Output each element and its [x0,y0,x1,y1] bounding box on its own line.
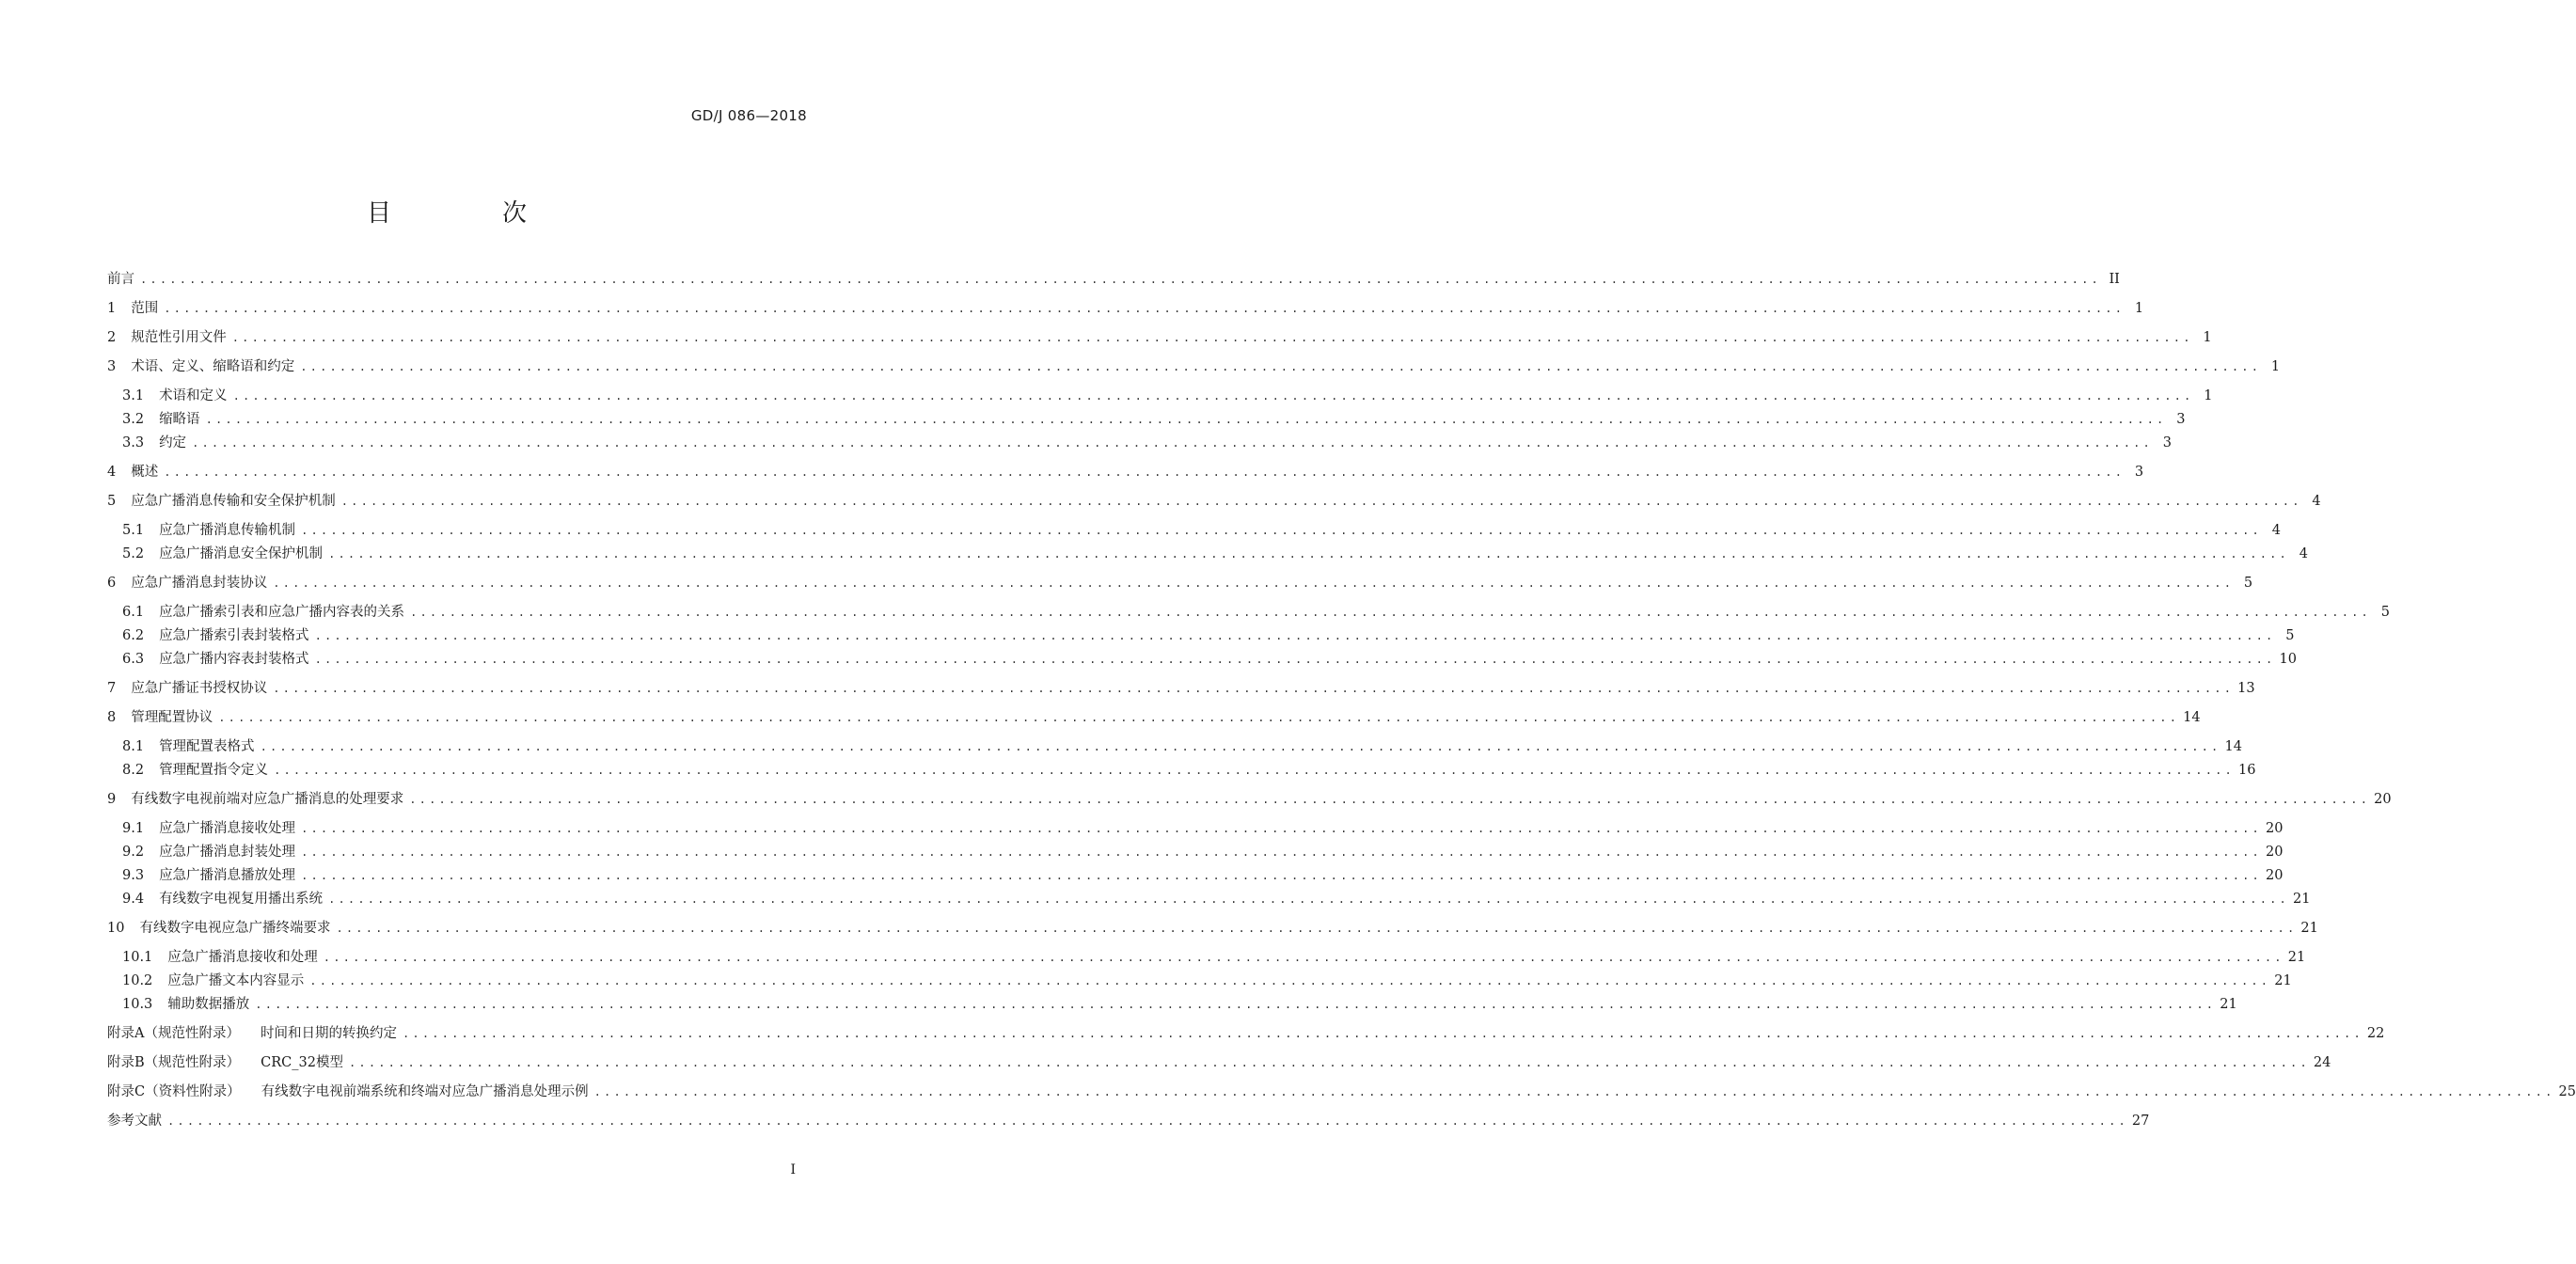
toc-entry-number: 附录A（规范性附录） [107,1026,240,1041]
toc-entry-label: 应急广播消息封装协议 [131,576,268,591]
dot-leader: ........................................................................................................................................................................................................ [164,466,2126,479]
toc-entry-page: 20 [2265,845,2284,860]
dot-leader: ........................................................................................................................................................................................................ [273,682,2235,695]
dot-leader: ........................................................................................................................................................................................................ [167,1114,2128,1128]
toc-entry-number: 10 [107,921,125,936]
toc-entry-label: 应急广播消息封装处理 [159,845,296,860]
toc-subentry[interactable] [122,736,2242,757]
toc-entry-number: 附录B（规范性附录） [107,1055,241,1070]
toc-entry[interactable] [107,462,2144,482]
dot-leader: ........................................................................................................................................................................................................ [336,922,2298,935]
dot-leader: ........................................................................................................................................................................................................ [255,998,2217,1011]
document-id: GD/J 086—2018 [690,107,807,124]
toc-subentry[interactable] [122,433,2172,453]
toc-entry-label: 应急广播消息安全保护机制 [159,546,324,561]
toc-subentry[interactable] [122,409,2186,430]
footer-page-number: I [790,1162,796,1177]
dot-leader: ........................................................................................................................................................................................................ [231,331,2193,344]
toc-entry-page: 20 [2374,792,2392,807]
toc-entry-page: 4 [2299,546,2308,561]
toc-entry-number: 5.1 [122,523,145,538]
toc-entry-label: 应急广播证书授权协议 [131,681,268,696]
dot-leader: ........................................................................................................................................................................................................ [409,793,2371,806]
toc-entry-number: 9.1 [122,821,145,836]
dot-leader: ........................................................................................................................................................................................................ [314,629,2276,642]
toc-entry-number: 4 [107,465,117,480]
toc-entry-number: 5 [107,494,117,509]
toc-entry-label: 管理配置指令定义 [159,763,269,778]
toc-subentry[interactable] [122,649,2297,670]
toc-entry-page: 3 [2134,465,2144,480]
toc-entry-label: CRC_32模型 [261,1055,343,1070]
dot-leader: ........................................................................................................................................................................................................ [340,495,2302,508]
toc-entry-page: 25 [2558,1084,2576,1099]
toc-entry[interactable] [107,678,2255,699]
toc-subentry[interactable] [122,520,2281,541]
toc-entry-label: 前言 [107,272,134,287]
toc-entry-label: 应急广播消息接收处理 [159,821,296,836]
dot-leader: ........................................................................................................................................................................................................ [260,740,2221,753]
toc-entry[interactable] [107,1023,2385,1044]
toc-entry-label: 应急广播消息播放处理 [159,868,296,883]
toc-entry[interactable] [107,269,2120,290]
toc-subentry[interactable] [122,386,2213,406]
toc-subentry[interactable] [122,760,2256,781]
toc-entry-page: 27 [2131,1114,2150,1129]
toc-subentry[interactable] [122,544,2308,564]
toc-entry-number: 8.1 [122,739,145,754]
toc-entry-label: 有线数字电视前端对应急广播消息的处理要求 [131,792,404,807]
dot-leader: ........................................................................................................................................................................................................ [309,974,2271,988]
toc-entry-page: 5 [2380,605,2390,620]
dot-leader: ........................................................................................................................................................................................................ [593,1085,2555,1098]
toc-entry-number: 6.1 [122,605,145,620]
toc-entry-page: 1 [2270,359,2281,374]
toc-entry-page: 14 [2183,710,2201,725]
toc-entry-page: 21 [2274,973,2292,988]
dot-leader: ........................................................................................................................................................................................................ [314,653,2276,666]
toc-entry-label: 应急广播索引表封装格式 [159,628,309,643]
toc-entry-page: 16 [2237,763,2256,778]
toc-entry-label: 有线数字电视应急广播终端要求 [139,921,331,936]
toc-entry-page: 24 [2313,1055,2331,1070]
toc-subentry[interactable] [122,865,2284,886]
toc-entry-page: 20 [2265,821,2284,836]
toc-entry-number: 7 [107,681,117,696]
toc-entry-number: 10.3 [122,997,153,1012]
dot-leader: ........................................................................................................................................................................................................ [140,273,2101,286]
toc-entry-page: 21 [2287,950,2306,965]
toc-entry-label: 应急广播索引表和应急广播内容表的关系 [159,605,405,620]
toc-entry-number: 3 [107,359,117,374]
toc-entry-label: 辅助数据播放 [167,997,250,1012]
toc-entry-label: 应急广播内容表封装格式 [159,652,309,667]
toc-entry-number: 3.3 [122,435,145,450]
toc-entry[interactable] [107,573,2253,593]
dot-leader: ........................................................................................................................................................................................................ [301,822,2262,835]
toc-entry-page: 1 [2203,330,2212,345]
toc-entry-label: 管理配置表格式 [159,739,255,754]
toc-entry-label: 应急广播消息接收和处理 [167,950,318,965]
toc-entry-number: 8 [107,710,117,725]
toc-entry-number: 3.1 [122,388,145,403]
toc-entry-label: 概述 [131,465,159,480]
toc-entry-number: 9 [107,792,117,807]
toc-entry-label: 范围 [131,301,159,316]
toc-entry[interactable] [107,707,2201,728]
toc-subentry[interactable] [122,625,2295,646]
dot-leader: ........................................................................................................................................................................................................ [205,413,2167,426]
toc-entry-number: 9.2 [122,845,145,860]
toc-entry[interactable] [107,1111,2150,1131]
dot-leader: ........................................................................................................................................................................................................ [218,711,2180,724]
toc-entry-number: 2 [107,330,117,345]
toc-subentry[interactable] [122,602,2390,623]
toc-entry-page: 21 [2300,921,2318,936]
toc-entry-page: II [2109,272,2120,287]
toc-entry-label: 有线数字电视前端系统和终端对应急广播消息处理示例 [261,1084,589,1099]
dot-leader: ........................................................................................................................................................................................................ [274,764,2235,777]
toc-entry-label: 应急广播文本内容显示 [167,973,305,988]
toc-subentry[interactable] [122,889,2311,909]
dot-leader: ........................................................................................................................................................................................................ [273,577,2235,590]
toc-entry-page: 20 [2265,868,2284,883]
toc-entry-label: 术语和定义 [159,388,228,403]
dot-leader: ........................................................................................................................................................................................................ [301,524,2262,537]
toc-entry-page: 14 [2224,739,2242,754]
toc-entry-label: 约定 [159,435,187,450]
toc-entry-label: 术语、定义、缩略语和约定 [131,359,295,374]
toc-subentry[interactable] [122,818,2284,839]
toc-entry[interactable] [107,491,2321,512]
toc-entry[interactable] [107,298,2144,319]
toc-entry-page: 3 [2162,435,2172,450]
page-title: 目 次 [366,199,570,228]
toc-entry-number: 9.3 [122,868,145,883]
dot-leader: ........................................................................................................................................................................................................ [301,869,2262,882]
toc-entry[interactable] [107,789,2392,810]
toc-entry-number: 10.2 [122,973,153,988]
dot-leader: ........................................................................................................................................................................................................ [348,1056,2310,1069]
dot-leader: ........................................................................................................................................................................................................ [410,606,2371,619]
dot-leader: ........................................................................................................................................................................................................ [328,547,2289,561]
toc-subentry[interactable] [122,971,2292,991]
dot-leader: ........................................................................................................................................................................................................ [301,845,2262,859]
dot-leader: ........................................................................................................................................................................................................ [300,360,2262,373]
toc-entry-page: 5 [2243,576,2253,591]
toc-entry-page: 1 [2204,388,2213,403]
toc-entry-label: 管理配置协议 [131,710,213,725]
dot-leader: ........................................................................................................................................................................................................ [328,893,2289,906]
toc-entry-page: 4 [2271,523,2281,538]
toc-entry-page: 4 [2312,494,2321,509]
toc-entry-number: 1 [107,301,117,316]
toc-entry-label: 应急广播消息传输和安全保护机制 [131,494,336,509]
toc-entry-page: 1 [2134,301,2144,316]
toc-entry-number: 3.2 [122,412,145,427]
dot-leader: ........................................................................................................................................................................................................ [164,302,2126,315]
toc-entry-label: 参考文献 [107,1114,162,1129]
toc-subentry[interactable] [122,994,2237,1015]
toc-entry-number: 5.2 [122,546,145,561]
dot-leader: ........................................................................................................................................................................................................ [323,951,2284,964]
toc-entry-number: 6.2 [122,628,145,643]
toc-entry-page: 5 [2285,628,2295,643]
toc-entry[interactable] [107,327,2212,348]
toc-entry[interactable] [107,1082,2576,1102]
toc-entry-label: 时间和日期的转换约定 [260,1026,397,1041]
toc-entry-number: 8.2 [122,763,145,778]
toc-subentry[interactable] [122,947,2306,968]
toc-subentry[interactable] [122,842,2284,862]
toc-entry-label: 规范性引用文件 [131,330,227,345]
toc-entry-page: 13 [2237,681,2255,696]
toc-entry-label: 有线数字电视复用播出系统 [159,892,324,907]
dot-leader: ........................................................................................................................................................................................................ [232,389,2194,403]
toc-entry-label: 缩略语 [159,412,200,427]
toc-entry-number: 附录C（资料性附录） [107,1084,241,1099]
toc-entry-page: 3 [2176,412,2186,427]
dot-leader: ........................................................................................................................................................................................................ [402,1027,2363,1040]
dot-leader: ........................................................................................................................................................................................................ [192,436,2153,450]
toc-entry[interactable] [107,1052,2331,1073]
toc-entry-label: 应急广播消息传输机制 [159,523,296,538]
toc-entry-number: 9.4 [122,892,145,907]
toc-entry-page: 10 [2279,652,2297,667]
toc-entry-number: 10.1 [122,950,153,965]
toc-entry-number: 6.3 [122,652,145,667]
toc-entry[interactable] [107,356,2281,377]
toc-entry[interactable] [107,918,2318,939]
toc-entry-page: 22 [2366,1026,2385,1041]
toc-entry-page: 21 [2292,892,2311,907]
toc-entry-page: 21 [2220,997,2237,1012]
toc-entry-number: 6 [107,576,117,591]
